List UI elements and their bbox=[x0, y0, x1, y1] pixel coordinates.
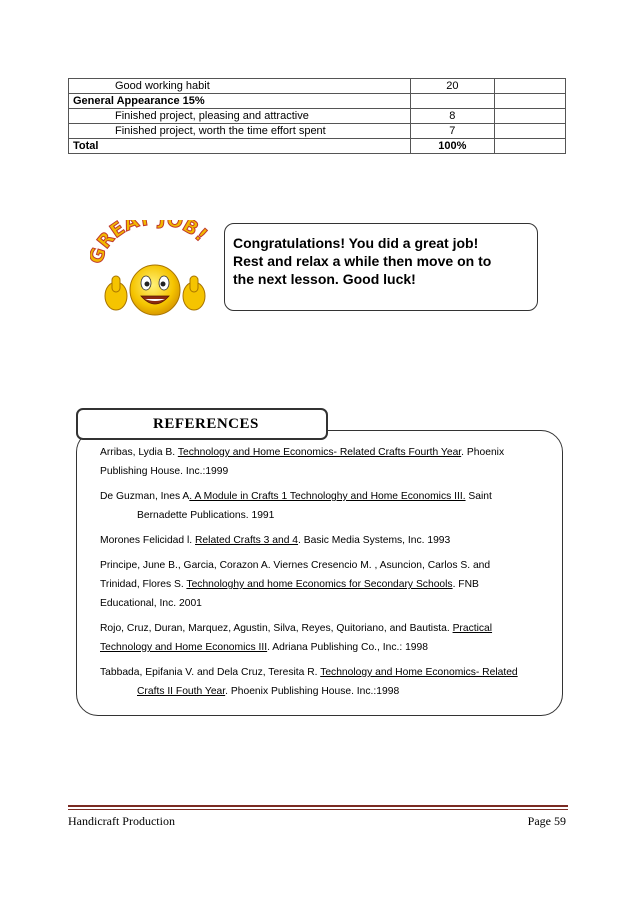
ref-text: . Phoenix bbox=[461, 447, 505, 458]
congrats-line: Rest and relax a while then move on to bbox=[233, 253, 492, 269]
smiley-thumbs-up-icon bbox=[90, 220, 220, 320]
table-row bbox=[69, 139, 566, 154]
ref-text: Publishing House. Inc.:1999 bbox=[100, 466, 229, 477]
ref-title: Practical bbox=[452, 623, 493, 634]
score-cell: 8 bbox=[411, 109, 494, 124]
reference-item bbox=[100, 531, 550, 550]
ref-text: . Adriana Publishing Co., Inc.: 1998 bbox=[267, 642, 428, 653]
score-cell: 7 bbox=[411, 124, 494, 139]
criterion-cell: Finished project, pleasing and attractive bbox=[69, 109, 411, 124]
page-number: Page 59 bbox=[527, 814, 566, 828]
criterion-cell: Finished project, worth the time effort spent bbox=[69, 124, 411, 139]
ref-text: Bernadette Publications. 1991 bbox=[137, 510, 275, 521]
blank-cell bbox=[494, 94, 565, 109]
ref-author: Rojo, Cruz, Duran, Marquez, Agustin, Silva, Reyes, Quitoriano, and Bautista. bbox=[100, 623, 453, 634]
criterion-cell: Total bbox=[69, 139, 411, 154]
ref-author: Arribas, Lydia B. bbox=[100, 447, 178, 458]
blank-cell bbox=[494, 109, 565, 124]
ref-title: Related Crafts 3 and 4 bbox=[195, 535, 299, 546]
table-row bbox=[69, 124, 566, 139]
ref-title: Technology and Home Economics- Related bbox=[320, 667, 518, 678]
score-cell bbox=[411, 94, 494, 109]
score-cell: 20 bbox=[411, 79, 494, 94]
ref-text: Saint bbox=[465, 491, 492, 502]
congrats-line: the next lesson. Good luck! bbox=[233, 271, 416, 287]
ref-title: . A Module in Crafts 1 Technologhy and Home Economics III. bbox=[189, 491, 466, 502]
congrats-callout bbox=[224, 223, 538, 311]
footer-title: Handicraft Production bbox=[68, 814, 175, 828]
criterion-cell: General Appearance 15% bbox=[69, 94, 411, 109]
ref-author: Morones Felicidad l. bbox=[100, 535, 195, 546]
great-job-graphic bbox=[90, 220, 220, 320]
references-heading: REFERENCES bbox=[76, 408, 328, 440]
ref-text: . FNB bbox=[452, 579, 479, 590]
footer-rule bbox=[68, 805, 568, 807]
reference-item bbox=[100, 619, 550, 657]
blank-cell bbox=[494, 79, 565, 94]
ref-author: Principe, June B., Garcia, Corazon A. Viernes Cresencio M. , Asuncion, Carlos S. and bbox=[100, 560, 491, 571]
score-cell: 100% bbox=[411, 139, 494, 154]
ref-title: Crafts II Fouth Year bbox=[137, 686, 226, 697]
criterion-cell: Good working habit bbox=[69, 79, 411, 94]
ref-title: Technology and Home Economics III bbox=[100, 642, 268, 653]
table-row bbox=[69, 109, 566, 124]
ref-text: . Basic Media Systems, Inc. 1993 bbox=[298, 535, 451, 546]
ref-author: Trinidad, Flores S. bbox=[100, 579, 187, 590]
ref-author: De Guzman, Ines A bbox=[100, 491, 190, 502]
references-list bbox=[100, 443, 550, 707]
reference-item bbox=[100, 443, 550, 481]
reference-item bbox=[100, 556, 550, 613]
ref-text: . Phoenix Publishing House. Inc.:1998 bbox=[225, 686, 400, 697]
ref-title: Technologhy and home Economics for Secondary Schools bbox=[186, 579, 453, 590]
ref-author: Tabbada, Epifania V. and Dela Cruz, Teresita R. bbox=[100, 667, 321, 678]
ref-text: Educational, Inc. 2001 bbox=[100, 598, 202, 609]
blank-cell bbox=[494, 124, 565, 139]
rubric-table bbox=[68, 78, 566, 154]
banner-text: REA OB! bbox=[93, 220, 212, 253]
table-row bbox=[69, 94, 566, 109]
table-row bbox=[69, 79, 566, 94]
congrats-line: Congratulations! You did a great job! bbox=[233, 235, 479, 251]
footer-rule bbox=[68, 809, 568, 810]
reference-item bbox=[100, 663, 550, 701]
reference-item bbox=[100, 487, 550, 525]
blank-cell bbox=[494, 139, 565, 154]
ref-title: Technology and Home Economics- Related Crafts Fourth Year bbox=[177, 447, 462, 458]
